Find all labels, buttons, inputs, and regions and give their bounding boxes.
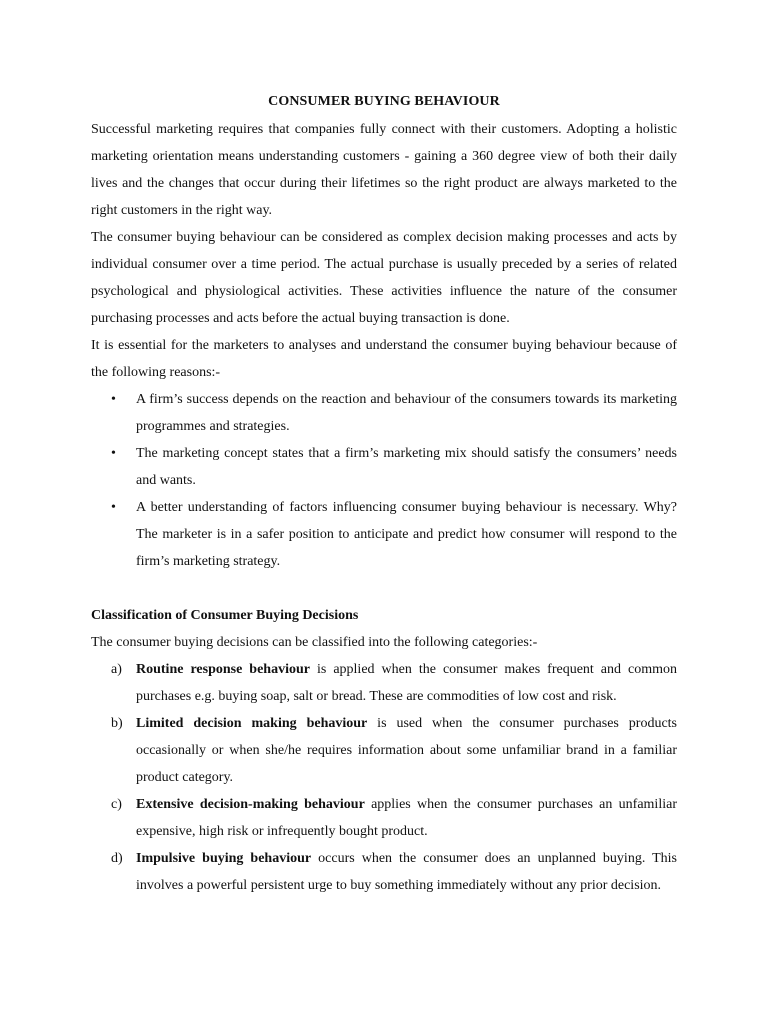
list-item bbox=[91, 791, 677, 845]
category-term: Limited decision making behaviour bbox=[136, 716, 368, 731]
list-item-text: A firm’s success depends on the reaction and behaviour of the consumers towards its marketing programmes and strategies. bbox=[136, 392, 677, 434]
list-item-text: The marketing concept states that a firm’s marketing mix should satisfy the consumers’ needs and wants. bbox=[136, 446, 677, 488]
category-description: is applied when the consumer makes frequent and common purchases e.g. buying soap, salt or bread. These are commodities of low cost and risk. bbox=[136, 662, 677, 704]
document-title: CONSUMER BUYING BEHAVIOUR bbox=[268, 94, 500, 109]
categories-list bbox=[91, 656, 677, 899]
category-description: applies when the consumer purchases an unfamiliar expensive, high risk or infrequently bought product. bbox=[136, 797, 677, 839]
list-item bbox=[91, 440, 677, 494]
category-description: occurs when the consumer does an unplanned buying. This involves a powerful persistent urge to buy something immediately without any prior decision. bbox=[136, 851, 677, 893]
section-intro: The consumer buying decisions can be classified into the following categories:- bbox=[91, 635, 538, 650]
paragraph-definition: The consumer buying behaviour can be considered as complex decision making processes and acts by individual consumer over a time period. The actual purchase is usually preceded by a series of related psychological and physiological activities. These activities influence the nature of the consumer purchasing processes and acts before the actual buying transaction is done. bbox=[91, 230, 677, 326]
list-marker: d) bbox=[111, 851, 123, 866]
list-item-text: A better understanding of factors influencing consumer buying behaviour is necessary. Why? The marketer is in a safer position to anticipate and predict how consumer will respond to the firm’s marketing strategy. bbox=[136, 500, 677, 569]
category-term: Routine response behaviour bbox=[136, 662, 310, 677]
list-marker: c) bbox=[111, 797, 122, 812]
document-body bbox=[91, 116, 677, 899]
list-item bbox=[91, 845, 677, 899]
list-item bbox=[91, 656, 677, 710]
list-item bbox=[91, 494, 677, 575]
category-term: Impulsive buying behaviour bbox=[136, 851, 312, 866]
bullet-icon: • bbox=[111, 392, 116, 407]
list-item bbox=[91, 386, 677, 440]
category-description: is used when the consumer purchases products occasionally or when she/he requires information about some unfamiliar brand in a familiar product category. bbox=[136, 716, 677, 785]
paragraph-reasons-intro: It is essential for the marketers to analyses and understand the consumer buying behaviour because of the following reasons:- bbox=[91, 338, 677, 380]
list-marker: a) bbox=[111, 662, 122, 677]
paragraph-intro: Successful marketing requires that companies fully connect with their customers. Adopting a holistic marketing orientation means understanding customers - gaining a 360 degree view of both their daily lives and the changes that occur during their lifetimes so the right product are always marketed to the right customers in the right way. bbox=[91, 122, 677, 218]
list-item bbox=[91, 710, 677, 791]
reasons-list bbox=[91, 386, 677, 575]
bullet-icon: • bbox=[111, 446, 116, 461]
category-term: Extensive decision-making behaviour bbox=[136, 797, 365, 812]
list-marker: b) bbox=[111, 716, 123, 731]
section-heading: Classification of Consumer Buying Decisions bbox=[91, 608, 359, 623]
bullet-icon: • bbox=[111, 500, 116, 515]
